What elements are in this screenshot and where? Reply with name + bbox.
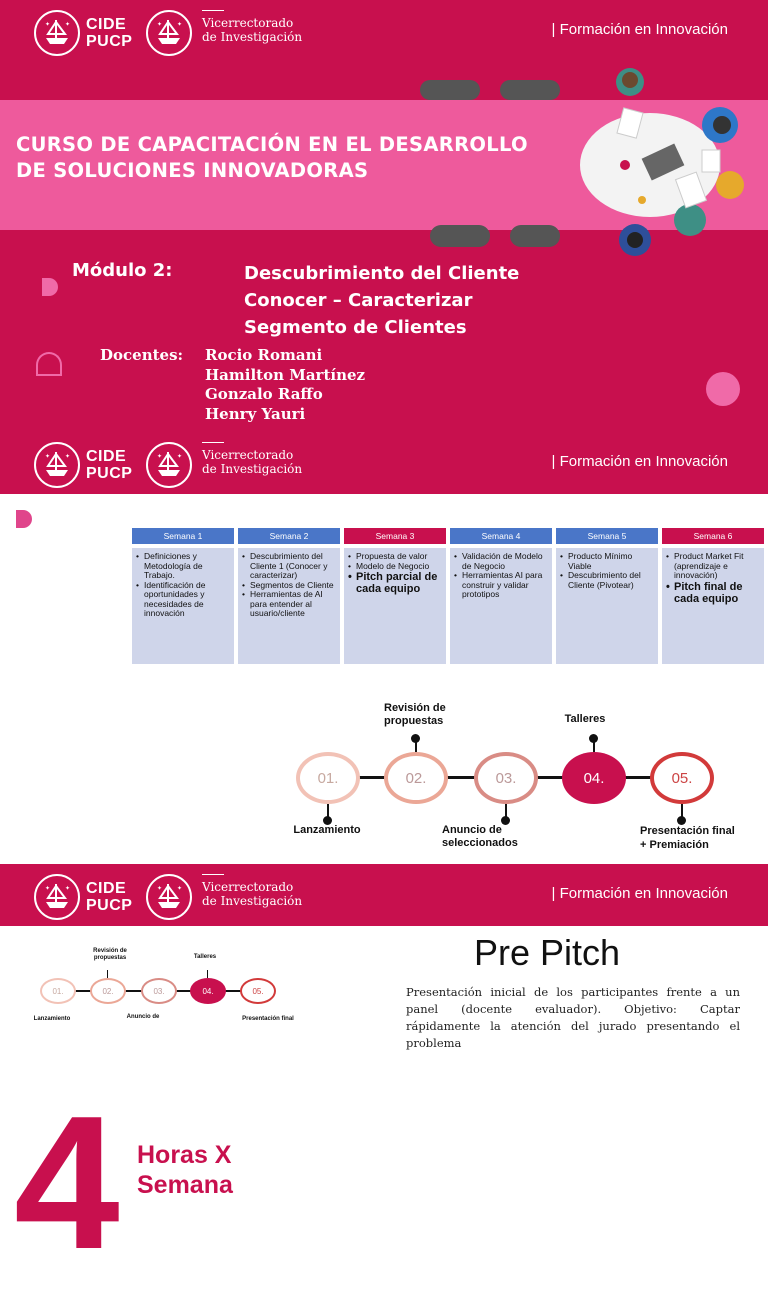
formacion-label: | Formación en Innovación bbox=[551, 21, 728, 38]
cide-logo bbox=[34, 442, 132, 488]
mini-label-presentacion: Presentación final bbox=[242, 1016, 294, 1022]
mini-label-lanzamiento: Lanzamiento bbox=[33, 1016, 71, 1022]
week-column bbox=[236, 528, 342, 664]
week-topic: • Descubrimiento del Cliente 1 (Conocer y caracterizar) bbox=[242, 552, 336, 581]
week-topic: • Herramientas AI para construir y validar prototipos bbox=[454, 571, 548, 600]
mini-step-05: 05. bbox=[240, 978, 276, 1004]
svg-text:✦: ✦ bbox=[65, 453, 71, 460]
svg-text:✦: ✦ bbox=[45, 885, 51, 892]
week-topic: • Segmentos de Cliente bbox=[242, 581, 336, 591]
pre-pitch-description: Presentación inicial de los participantes frente a un panel (docente evaluador). Objetivo: Captar rápidamente la atención del jurado presentando el problema bbox=[406, 985, 740, 1050]
horas-por-semana: Horas X Semana bbox=[137, 1141, 233, 1199]
d-bullet-icon bbox=[16, 510, 32, 528]
week-topic: • Descubrimiento del Cliente (Pivotear) bbox=[560, 571, 654, 590]
svg-text:✦: ✦ bbox=[177, 885, 183, 892]
timeline-step-04: 04. bbox=[562, 752, 626, 804]
label-talleres: Talleres bbox=[564, 713, 606, 725]
pucp-seal bbox=[146, 874, 192, 920]
week-topic: • Definiciones y Metodología de Trabajo. bbox=[136, 552, 230, 581]
mini-step-01: 01. bbox=[40, 978, 76, 1004]
svg-text:✦: ✦ bbox=[157, 885, 163, 892]
team-meeting-illustration bbox=[590, 70, 768, 250]
week-topic: • Product Market Fit (aprendizaje e innovación) bbox=[666, 552, 760, 581]
mini-label-revision: Revisión de propuestas bbox=[93, 948, 127, 961]
week-header: Semana 2 bbox=[238, 528, 340, 544]
pucp-seal bbox=[146, 10, 192, 56]
week-content bbox=[344, 548, 446, 664]
vicerrectorado-label: Vicerrectorado de Investigación bbox=[202, 880, 303, 908]
formacion-label: | Formación en Innovación bbox=[551, 885, 728, 902]
d-bullet-icon bbox=[42, 278, 58, 296]
ship-seal-icon bbox=[34, 874, 80, 920]
docente-name: Henry Yauri bbox=[205, 404, 306, 423]
mini-step-03: 03. bbox=[141, 978, 177, 1004]
ship-seal-icon bbox=[146, 10, 192, 56]
vicerrectorado-label: Vicerrectorado de Investigación bbox=[202, 16, 303, 44]
cide-logo bbox=[34, 874, 132, 920]
vicerrectorado-label: Vicerrectorado de Investigación bbox=[202, 448, 303, 476]
slide-header bbox=[0, 864, 768, 926]
week-topic: • Pitch final de cada equipo bbox=[666, 581, 760, 605]
week-topic: • Herramientas de AI para entender al usuario/cliente bbox=[242, 590, 336, 619]
svg-text:✦: ✦ bbox=[157, 21, 163, 28]
arc-bullet-icon bbox=[36, 352, 62, 374]
week-topic: • Validación de Modelo de Negocio bbox=[454, 552, 548, 571]
decorative-dot bbox=[706, 372, 740, 406]
week-column bbox=[342, 528, 448, 664]
docentes-list bbox=[205, 346, 365, 424]
week-column bbox=[660, 528, 766, 664]
timeline-dot bbox=[589, 734, 598, 743]
course-title: CURSO DE CAPACITACIÓN EN EL DESARROLLO DE SOLUCIONES INNOVADORAS bbox=[16, 133, 528, 182]
slide-header bbox=[0, 432, 768, 494]
svg-text:✦: ✦ bbox=[45, 453, 51, 460]
module-label: Módulo 2: bbox=[72, 260, 173, 281]
weekly-schedule bbox=[130, 528, 766, 664]
timeline-step-02: 02. bbox=[384, 752, 448, 804]
ship-seal-icon bbox=[34, 442, 80, 488]
docente-name: Hamilton Martínez bbox=[205, 365, 366, 384]
slide-cover bbox=[0, 0, 768, 432]
week-content bbox=[662, 548, 764, 664]
week-header: Semana 4 bbox=[450, 528, 552, 544]
logo-text: CIDE PUCP bbox=[86, 16, 133, 50]
week-content bbox=[238, 548, 340, 664]
week-header: Semana 1 bbox=[132, 528, 234, 544]
week-topic: • Propuesta de valor bbox=[348, 552, 442, 562]
docentes-label: Docentes: bbox=[100, 346, 184, 364]
svg-text:✦: ✦ bbox=[157, 453, 163, 460]
mini-stem bbox=[107, 970, 108, 978]
docente-name: Rocio Romani bbox=[205, 346, 323, 364]
ship-seal-icon bbox=[146, 442, 192, 488]
svg-text:✦: ✦ bbox=[65, 21, 71, 28]
ship-seal-icon bbox=[34, 10, 80, 56]
module-title: Descubrimiento del Cliente Conocer – Caracterizar Segmento de Clientes bbox=[244, 263, 520, 338]
mini-label-anuncio: Anuncio de bbox=[126, 1014, 160, 1020]
pucp-seal bbox=[146, 442, 192, 488]
logo-text: CIDE PUCP bbox=[86, 448, 133, 482]
week-header: Semana 5 bbox=[556, 528, 658, 544]
timeline-step-01: 01. bbox=[296, 752, 360, 804]
formacion-label: | Formación en Innovación bbox=[551, 453, 728, 470]
svg-text:✦: ✦ bbox=[65, 885, 71, 892]
logo-text: CIDE PUCP bbox=[86, 880, 133, 914]
week-column bbox=[554, 528, 660, 664]
mini-step-04: 04. bbox=[190, 978, 226, 1004]
label-anuncio: Anuncio de seleccionados bbox=[442, 824, 518, 849]
svg-text:✦: ✦ bbox=[177, 21, 183, 28]
svg-text:✦: ✦ bbox=[177, 453, 183, 460]
week-topic: • Pitch parcial de cada equipo bbox=[348, 571, 442, 595]
label-lanzamiento: Lanzamiento bbox=[293, 824, 361, 836]
week-header: Semana 3 bbox=[344, 528, 446, 544]
week-header: Semana 6 bbox=[662, 528, 764, 544]
slide-header bbox=[0, 0, 768, 62]
mini-label-talleres: Talleres bbox=[193, 954, 217, 960]
svg-text:✦: ✦ bbox=[45, 21, 51, 28]
big-number-four: 4 bbox=[14, 1077, 120, 1289]
week-topic: • Identificación de oportunidades y necesidades de innovación bbox=[136, 581, 230, 619]
week-content bbox=[132, 548, 234, 664]
week-column bbox=[130, 528, 236, 664]
timeline-step-03: 03. bbox=[474, 752, 538, 804]
docente-name: Gonzalo Raffo bbox=[205, 385, 323, 403]
week-content bbox=[556, 548, 658, 664]
week-column bbox=[448, 528, 554, 664]
week-topic: • Producto Mínimo Viable bbox=[560, 552, 654, 571]
timeline-dot bbox=[411, 734, 420, 743]
ship-seal-icon bbox=[146, 874, 192, 920]
pre-pitch-title: Pre Pitch bbox=[474, 932, 621, 973]
timeline-step-05: 05. bbox=[650, 752, 714, 804]
mini-step-02: 02. bbox=[90, 978, 126, 1004]
label-revision: Revisión de propuestas bbox=[384, 702, 446, 727]
mini-stem bbox=[207, 970, 208, 978]
cide-logo bbox=[34, 10, 132, 56]
week-topic: • Modelo de Negocio bbox=[348, 562, 442, 572]
label-presentacion: Presentación final + Premiación bbox=[640, 825, 735, 851]
week-content bbox=[450, 548, 552, 664]
